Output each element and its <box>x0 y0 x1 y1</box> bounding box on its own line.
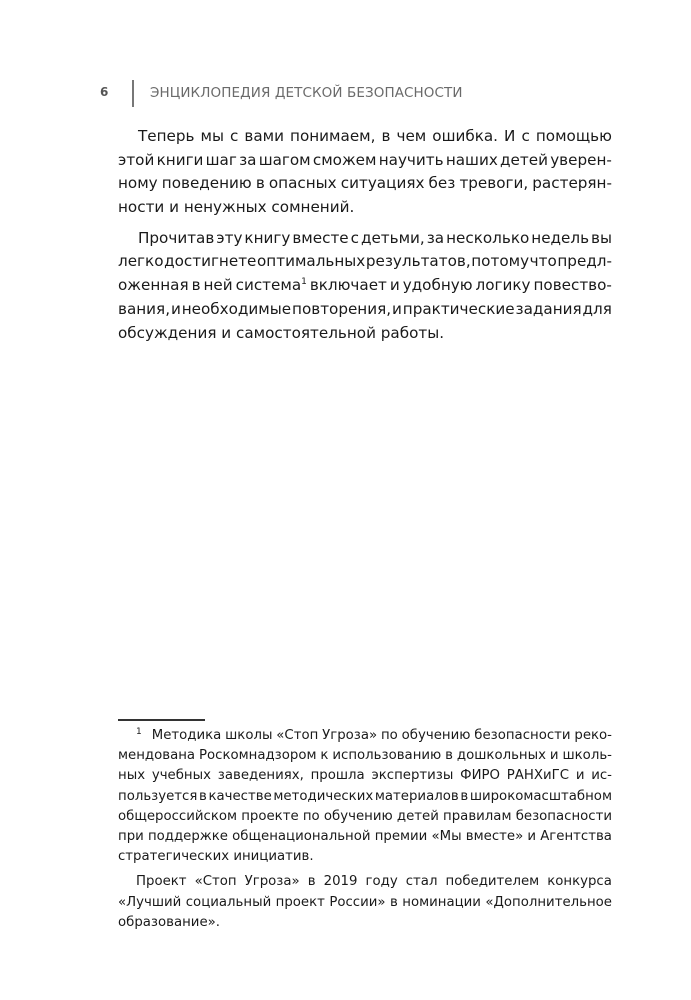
word: предл- <box>557 252 612 271</box>
word: и <box>575 768 585 784</box>
word: России» <box>329 894 386 910</box>
footnote-line <box>118 827 612 847</box>
word: сможем <box>312 150 377 169</box>
word: опасных <box>268 174 337 193</box>
word: правилам <box>443 808 512 824</box>
word: в <box>198 788 207 804</box>
footnote-reference: 1 <box>301 277 307 288</box>
word: Угроза» <box>322 728 378 743</box>
word: несколько <box>446 228 530 247</box>
word: 2019 <box>323 874 358 890</box>
word: «Лучший <box>118 894 182 910</box>
word: Угроза» <box>244 874 300 890</box>
word: ошибка. <box>432 127 499 145</box>
word: РАНХиГС <box>506 768 570 784</box>
word: растерян- <box>532 174 612 193</box>
word: ней <box>203 276 233 295</box>
word: потому <box>471 252 530 271</box>
word: Роскомнадзором <box>198 748 317 764</box>
text-line <box>118 125 612 149</box>
word: результатов, <box>365 252 471 271</box>
word: Теперь <box>138 127 195 145</box>
word: проект <box>275 894 325 910</box>
word: использованию <box>332 748 442 764</box>
running-title: ЭНЦИКЛОПЕДИЯ ДЕТСКОЙ БЕЗОПАСНОСТИ <box>150 85 463 101</box>
word: обучению <box>323 808 393 824</box>
word: легко <box>118 252 164 271</box>
word: $^1$ Методика <box>136 727 222 743</box>
word: образование». <box>118 914 220 930</box>
word: заведениях, <box>217 768 304 784</box>
word: логику <box>475 276 531 295</box>
word: поведению <box>161 174 252 193</box>
word: с <box>521 127 530 145</box>
word: помощью <box>535 127 612 145</box>
text-line <box>118 227 612 251</box>
word: безопасности <box>515 808 612 824</box>
word: практические <box>402 299 515 318</box>
footnote-mark: 1 <box>136 727 142 737</box>
text-line <box>118 250 612 274</box>
word-with-ref <box>236 274 307 298</box>
footnote-line <box>118 913 612 933</box>
word: в <box>255 174 265 193</box>
word: книгу <box>244 228 291 247</box>
word: реко- <box>574 728 612 743</box>
word: чем <box>396 127 427 145</box>
word: оженная <box>118 276 189 295</box>
word: обучению <box>401 728 471 743</box>
word: детьми, <box>360 228 425 247</box>
word: детей <box>500 150 548 169</box>
paragraph-2 <box>118 227 612 345</box>
word: «Стоп <box>276 728 319 743</box>
word: ис- <box>591 768 612 784</box>
word: ФИРО <box>460 768 501 784</box>
word: вместе» <box>465 828 524 844</box>
word: включает <box>309 276 387 295</box>
footnote-line <box>118 872 612 892</box>
word: тревоги, <box>459 174 529 193</box>
word: понимаем, <box>290 127 376 145</box>
word: поддержке <box>147 828 228 844</box>
word: вания, <box>118 299 171 318</box>
word: по <box>380 728 398 743</box>
word: с <box>350 228 359 247</box>
word: школь- <box>562 748 612 764</box>
word: задания <box>515 299 582 318</box>
footnotes <box>118 726 612 933</box>
word: школы <box>225 728 273 743</box>
word: книги <box>156 150 204 169</box>
word: по <box>302 808 320 824</box>
main-text <box>118 125 612 345</box>
word: ситуациях <box>340 174 425 193</box>
word: качестве <box>208 788 272 804</box>
word: достигнете <box>164 252 257 271</box>
text-line <box>118 172 612 196</box>
word: ному <box>118 174 158 193</box>
word: без <box>428 174 456 193</box>
word: экспертизы <box>371 768 454 784</box>
word: недель <box>531 228 590 247</box>
word: «Стоп <box>194 874 237 890</box>
word: вы <box>591 228 612 247</box>
footnote-line <box>118 787 612 807</box>
word: мы <box>200 127 224 145</box>
word: учебных <box>151 768 211 784</box>
word: этой <box>118 150 155 169</box>
word: к <box>320 748 329 764</box>
word: ности и ненужных сомнений. <box>118 198 355 217</box>
word: и <box>389 276 400 295</box>
word: дошкольных <box>456 748 546 764</box>
word: проекте <box>241 808 299 824</box>
word: Прочитав <box>138 228 215 247</box>
text-line <box>118 274 612 298</box>
word: повторения, <box>292 299 392 318</box>
word: общенациональной <box>232 828 371 844</box>
word: материалов <box>374 788 459 804</box>
word: и <box>527 828 537 844</box>
word: для <box>582 299 612 318</box>
footnote-1-continued <box>118 872 612 933</box>
word: в <box>445 748 453 764</box>
word: «Мы <box>431 828 462 844</box>
word: в <box>389 894 398 910</box>
footnote-line <box>118 893 612 913</box>
word: повество- <box>533 276 612 295</box>
word: в <box>381 127 391 145</box>
footnote-line <box>118 847 612 867</box>
footnote-1 <box>118 726 612 867</box>
word: система <box>235 276 302 295</box>
footnote-line <box>118 726 612 746</box>
word: в <box>191 276 201 295</box>
footnote-line <box>118 766 612 786</box>
footnote-line <box>118 746 612 766</box>
word: общероссийском <box>118 808 238 824</box>
text-line <box>118 322 612 346</box>
text-line <box>118 149 612 173</box>
word: мендована <box>118 748 196 764</box>
word: конкурса <box>547 874 612 890</box>
word: безопасности <box>474 728 571 743</box>
footnote-rule <box>118 719 205 721</box>
word: научить <box>378 150 444 169</box>
word: что <box>529 252 557 271</box>
word: Агентства <box>540 828 612 844</box>
word: вместе <box>292 228 349 247</box>
word: с <box>230 127 239 145</box>
word: эту <box>216 228 243 247</box>
word: стратегических инициатив. <box>118 849 314 865</box>
word: в <box>307 874 316 890</box>
word: стал <box>405 874 438 890</box>
word: необходимые <box>181 299 292 318</box>
word: удобную <box>402 276 473 295</box>
word: за <box>239 150 257 169</box>
word: социальный <box>185 894 272 910</box>
word: уверен- <box>550 150 612 169</box>
word: вами <box>244 127 284 145</box>
word: Проект <box>136 874 187 890</box>
word: шагом <box>258 150 311 169</box>
word: и <box>549 748 559 764</box>
word: премии <box>374 828 428 844</box>
word: ных <box>118 768 146 784</box>
word: наших <box>445 150 498 169</box>
word: победителем <box>445 874 540 890</box>
word: году <box>365 874 398 890</box>
word: И <box>504 127 516 145</box>
word: номинации <box>402 894 481 910</box>
word: и <box>170 299 181 318</box>
text-line <box>118 298 612 322</box>
word: и <box>391 299 402 318</box>
word: оптимальных <box>257 252 366 271</box>
word: за <box>426 228 445 247</box>
word: обсуждения и самостоятельной работы. <box>118 323 445 342</box>
word: «Дополнительное <box>485 894 612 910</box>
word: пользуется <box>118 788 198 804</box>
paragraph-1 <box>118 125 612 220</box>
word: широкомасштабном <box>469 788 612 804</box>
word: детей <box>396 808 439 824</box>
header-divider <box>132 80 134 107</box>
word: прошла <box>310 768 365 784</box>
word: в <box>460 788 469 804</box>
word: при <box>118 828 144 844</box>
text-line <box>118 196 612 220</box>
word: методических <box>273 788 374 804</box>
footnote-line <box>118 807 612 827</box>
page-number: 6 <box>100 85 109 99</box>
word: шаг <box>205 150 237 169</box>
